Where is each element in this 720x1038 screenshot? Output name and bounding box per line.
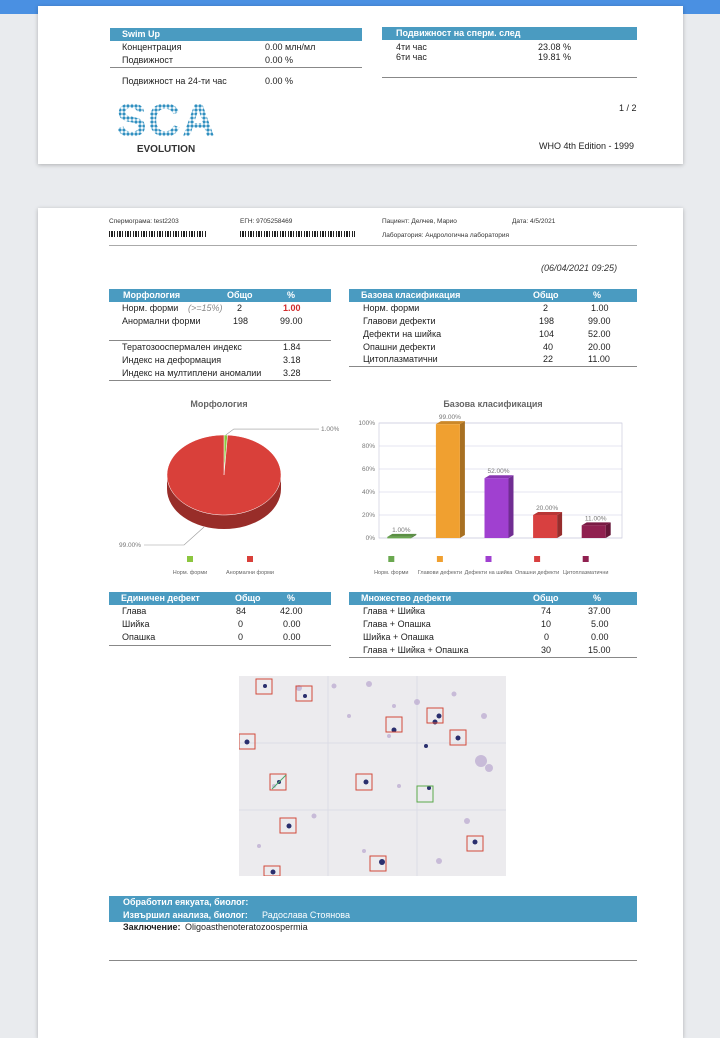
y-tick-label: 40% [361,489,375,496]
bar [436,424,460,538]
col-pct-label: % [287,593,296,603]
row-label: Глава + Опашка [363,619,431,629]
row-pct: 15.00 [588,645,611,655]
swim-row-label: Подвижност на 24-ти час [122,76,227,86]
bar-top [387,534,416,537]
row-total: 104 [539,329,555,339]
report-page-2 [38,208,683,1038]
legend-label: Норм. форми [172,570,208,576]
barcode-sample [109,231,207,237]
sample-id: Спермограма: test2203 [109,218,179,225]
bar-value-label: 20.00% [536,505,559,512]
report-page-1 [38,6,683,164]
bar-value-label: 11.00% [584,515,607,523]
index-label: Тератозооспермален индекс [122,342,242,352]
bar [582,525,606,538]
single-defect-header [109,592,331,605]
pie-value-label: 99.00% [119,542,142,549]
divider [349,366,637,367]
legend-label: Опашни дефекти [514,570,560,576]
index-value: 1.84 [283,342,301,352]
bar-top [533,512,562,515]
row-label: Опашни дефекти [363,342,436,352]
row-pct: 11.00 [588,354,610,364]
bar-top [582,522,611,525]
analysis-by-label: Извършил анализа, биолог: [123,910,248,920]
y-tick-label: 20% [361,512,375,519]
col-total-label: Общо [533,593,559,603]
legend-swatch [247,556,253,562]
index-value: 3.18 [283,355,301,365]
logo-subtitle: EVOLUTION [136,144,196,155]
motility-after-title: Подвижност на сперм. след [396,28,521,38]
row-pct: 1.00 [591,303,609,313]
legend-label: Главови дефекти [417,570,463,576]
pie-leader-line [144,527,204,545]
legend-swatch [187,556,193,562]
multiple-defects-header [349,592,637,605]
bar-side [557,512,562,538]
row-total: 0 [238,619,244,629]
row-total: 30 [541,645,552,655]
page-number: 1 / 2 [619,103,637,113]
row-total: 84 [236,606,247,616]
row-note: (>=15%) [188,303,223,313]
bar-side [509,475,514,538]
processed-by-label: Обработил еякуата, биолог: [123,897,249,907]
col-total-label: Общо [227,290,253,300]
row-pct: 0.00 [591,632,609,642]
row-pct: 1.00 [283,303,301,313]
analyst-name: Радослава Стоянова [262,910,350,920]
row-pct: 5.00 [591,619,609,629]
y-tick-label: 0% [365,535,375,542]
bar-top [485,475,514,478]
row-label: Глава + Шийка [363,606,426,616]
conclusion-label: Заключение: [123,922,181,932]
row-total: 0 [238,632,244,642]
col-total-label: Общо [533,290,559,300]
legend-label: Дефекти на шийка [464,570,513,576]
multiple-title: Множество дефекти [361,593,452,603]
row-total: 198 [539,316,555,326]
row-label: Шийка + Опашка [363,632,434,642]
bar-value-label: 52.00% [487,468,510,476]
row-label: Глава [122,606,147,616]
laboratory: Лаборатория: Андрологична лаборатория [382,232,510,239]
edition-label: WHO 4th Edition - 1999 [539,141,635,151]
report-date: Дата: 4/5/2021 [512,218,556,225]
y-tick-label: 60% [361,466,375,473]
row-label: Глава + Шийка + Опашка [363,645,469,655]
divider [109,245,637,246]
row-label: Анормални форми [122,316,201,326]
swim-row-label: Концентрация [122,42,182,52]
bar-chart-title: Базова класификация [443,399,543,409]
barcode-egn [240,231,355,237]
divider [109,645,331,646]
logo-mark: SCA [115,96,217,146]
divider [109,380,331,381]
motility-row-label: 4ти час [396,42,427,52]
basic-classification-bar-chart [343,393,648,578]
legend-swatch [486,556,492,562]
row-label: Опашка [122,632,156,642]
row-total: 2 [237,303,243,313]
row-pct: 0.00 [283,632,301,642]
legend-label: Норм. форми [374,570,409,576]
divider [109,960,637,961]
sca-evolution-logo [110,96,222,156]
row-total: 40 [543,342,554,352]
swim-up-header [110,28,362,41]
divider [382,77,637,78]
egn: ЕГН: 9705258469 [240,218,293,225]
row-pct: 37.00 [588,606,611,616]
basic-title: Базова класификация [361,290,461,300]
bar-top [436,421,465,424]
legend-swatch [534,556,540,562]
motility-after-header [382,27,637,40]
row-pct: 0.00 [283,619,301,629]
index-label: Индекс на деформация [122,355,222,365]
row-pct: 99.00 [588,316,611,326]
bar-value-label: 99.00% [438,414,461,422]
bar [387,537,411,539]
col-pct-label: % [593,593,602,603]
row-label: Главови дефекти [363,316,436,326]
row-pct: 20.00 [588,342,611,352]
index-value: 3.28 [283,368,301,378]
legend-swatch [388,556,394,562]
row-total: 22 [543,354,554,364]
motility-row-label: 6ти час [396,52,427,62]
row-pct: 99.00 [280,316,303,326]
swim-up-title: Swim Up [122,29,161,39]
row-label: Норм. форми [363,303,420,313]
row-label: Дефекти на шийка [363,329,442,339]
pie-chart-title: Морфология [190,399,248,409]
legend-label: Цитоплазматични [562,570,609,576]
row-pct: 42.00 [280,606,303,616]
legend-label: Анормални форми [225,570,275,576]
legend-swatch [583,556,589,562]
bar-side [460,421,465,538]
conclusion-value: Oligoasthenoteratozoospermia [185,922,308,932]
col-pct-label: % [287,290,296,300]
legend-swatch [437,556,443,562]
swim-row-value: 0.00 млн/мл [265,42,316,52]
row-label: Норм. форми [122,303,179,313]
motility-row-value: 19.81 % [538,52,572,62]
basic-classification-header [349,289,637,302]
row-total: 10 [541,619,552,629]
pie-leader-line [226,429,319,435]
timestamp: (06/04/2021 09:25) [541,263,618,273]
patient-name: Пациент: Делчев, Марио [382,218,457,225]
col-pct-label: % [593,290,602,300]
row-total: 74 [541,606,552,616]
divider [110,67,362,68]
bar-value-label: 1.00% [392,526,411,534]
single-title: Единичен дефект [121,593,200,603]
row-total: 2 [543,303,549,313]
morphology-pie-chart [109,393,339,578]
pie-slice-abnormal [167,435,281,515]
y-tick-label: 100% [358,420,375,427]
pie-value-label: 1.00% [321,426,339,434]
row-label: Цитоплазматични [363,354,438,364]
swim-row-value: 0.00 % [265,55,294,65]
index-label: Индекс на мултиплени аномалии [122,368,262,378]
motility-row-value: 23.08 % [538,42,572,52]
row-total: 0 [544,632,550,642]
divider [349,657,637,658]
microscope-image [239,676,506,876]
row-total: 198 [233,316,249,326]
processed-by-bar [109,896,637,909]
morphology-title: Морфология [123,290,181,300]
swim-row-value: 0.00 % [265,76,294,86]
y-tick-label: 80% [361,443,375,450]
col-total-label: Общо [235,593,261,603]
row-label: Шийка [122,619,150,629]
swim-row-label: Подвижност [122,55,173,65]
row-pct: 52.00 [588,329,611,339]
bar [533,515,557,538]
bar [485,478,509,538]
morphology-header [109,289,331,302]
